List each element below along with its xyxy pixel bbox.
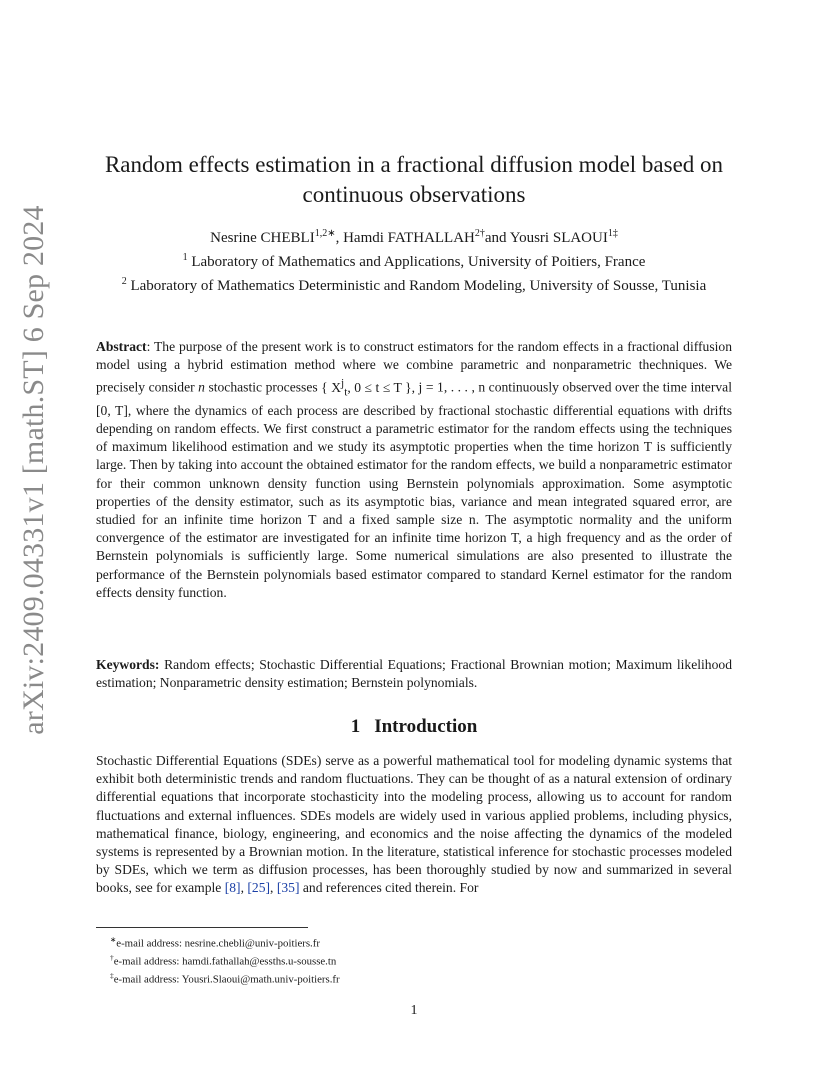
affiliation-number: 2 [121, 276, 127, 287]
footnote-mark: ∗ [110, 935, 117, 944]
footnote-text: e-mail address: nesrine.chebli@univ-poitiers.fr [116, 937, 320, 950]
abstract-label: Abstract [96, 339, 147, 354]
affiliation-text: Laboratory of Mathematics and Applications, University of Poitiers, France [191, 254, 646, 270]
author-block: Nesrine $CHEBLI^{1,2∗}$, Hamdi $FATHALLAH^{2\dagger}and$ Yousri $SLAOUI^{1\ddagger}$ $^1$ Laboratory of Mathematics and Applications, University of Poitiers, France $^2$ Laboratory of Mathematics Deterministic and Random Modeling, University of Sousse, Tunisia [96, 224, 732, 296]
section-title: Introduction [374, 716, 478, 737]
citation-link[interactable]: [8] [224, 880, 241, 896]
page-number: 1 [410, 1003, 418, 1018]
paper-title: Random effects estimation in a fractional diffusion model based on continuous observations [104, 152, 724, 207]
footnote-mark: † [110, 953, 114, 963]
intro-paragraph: Stochastic Differential Equations (SDEs) serve as a powerful mathematical tool for modeling dynamic systems that exhibit both deterministic trends and random fluctuations. They can be thought of as a natural extension of ordinary differential equations that incorporate stochasticity into the modeling process, allowing us to account for random fluctuations and external influences. SDEs models are widely used in various applied problems, including physics, mathematical finance, biology, engineering, and economics and the noise affecting the dynamics of the modeled systems is represented by a Brownian motion. In the literature, statistical inference for stochastic processes modeled by SDEs, which we term as diffusion processes, has been thoroughly studied by now and summarized in several books, see for example [8], [25], [35] and references cited therein. For [96, 753, 732, 896]
footnote [110, 969, 670, 987]
section-number: 1 [350, 716, 361, 737]
footnote [110, 933, 670, 951]
citation-link[interactable]: [35] [276, 880, 300, 896]
abstract-math: { $X^j_t$, 0 ≤ t ≤ T }, [321, 377, 416, 399]
footnote-mark: ‡ [110, 971, 114, 981]
footnote-rule [96, 927, 308, 928]
author-superscript: 2† [474, 228, 485, 239]
affiliation [96, 248, 732, 272]
arxiv-sidebar [4, 140, 64, 800]
keywords [96, 656, 732, 692]
abstract [96, 338, 732, 602]
section-heading [96, 716, 732, 738]
citation-link[interactable]: [25] [247, 880, 271, 896]
author-name: Nesrine CHEBLI [210, 230, 315, 246]
author-name: Hamdi FATHALLAH [343, 230, 475, 246]
author-name: Yousri SLAOUI [509, 230, 608, 246]
arxiv-identifier: arXiv:2409.04331v1 [math.ST] 6 Sep 2024 [17, 205, 50, 735]
abstract-math: n [198, 379, 205, 395]
affiliation [96, 272, 732, 296]
abstract-text: stochastic processes [204, 379, 322, 395]
keywords-text: Random effects; Stochastic Differential Equations; Fractional Brownian motion; Maximum likelihood estimation; Nonparametric density estimation; Bernstein polynomials. [96, 657, 732, 691]
footnotes [110, 933, 670, 988]
abstract-text: : The purpose of the present work is to construct estimators for the random effects in a fractional diffusion model using a hybrid estimation method where we combine parametric and nonparametric thechniques. We precisely consider [96, 339, 732, 395]
intro-text: Stochastic Differential Equations (SDEs) serve as a powerful mathematical tool for modeling dynamic systems that exhibit both deterministic trends and random fluctuations. They can be thought of as a natural extension of ordinary differential equations that incorporate stochasticity into the modeling process, allowing us to account for random fluctuations and external influences. SDEs models are widely used in various applied problems, including physics, mathematical finance, biology, engineering, and economics and the noise affecting the dynamics of the modeled systems is represented by a Brownian motion. In the literature, statistical inference for stochastic processes modeled by SDEs, which we term as diffusion processes, has been thoroughly studied by now and summarized in several books, see for example [96, 753, 732, 896]
footnote-text: e-mail address: hamdi.fathallah@essths.u-sousse.tn [113, 955, 337, 968]
author-superscript: 1‡ [607, 228, 618, 239]
affiliation-text: Laboratory of Mathematics Deterministic and Random Modeling, University of Sousse, Tunisia [130, 278, 707, 294]
author-superscript: 1,2∗ [314, 228, 336, 239]
intro-text: and references cited therein. For [299, 880, 479, 896]
keywords-label: Keywords: [96, 657, 160, 672]
author-conjunction: and [484, 230, 507, 246]
affiliation-number: 1 [182, 252, 188, 263]
footnote-text: e-mail address: Yousri.Slaoui@math.univ-poitiers.fr [113, 973, 340, 986]
abstract-text: j = 1, . . . , n continuously observed over the time interval [0, T], where the dynamics of each process are described by fractional stochastic differential equations with drifts depending on random effects. We first construct a parametric estimator for the random effects using the techniques of maximum likelihood estimation and we study its asymptotic properties when the time horizon T is sufficiently large. Then by taking into account the obtained estimator for the random effects, we build a nonparametric estimator for their common unknown density function using Bernstein polynomials approximation. Some asymptotic properties of the density estimator, such as its asymptotic bias, variance and mean integrated squared error, are studied for an infinite time horizon T and a fixed sample size n. The asymptotic normality and the uniform convergence of the estimator are investigated for an infinite time horizon T, a high frequency and as the order of Bernstein polynomials is sufficiently large. Some numerical simulations are also presented to illustrate the performance of the Bernstein polynomials based estimator compared to standard Kernel estimator for the random effects density function. [96, 379, 732, 600]
footnote [110, 951, 670, 969]
